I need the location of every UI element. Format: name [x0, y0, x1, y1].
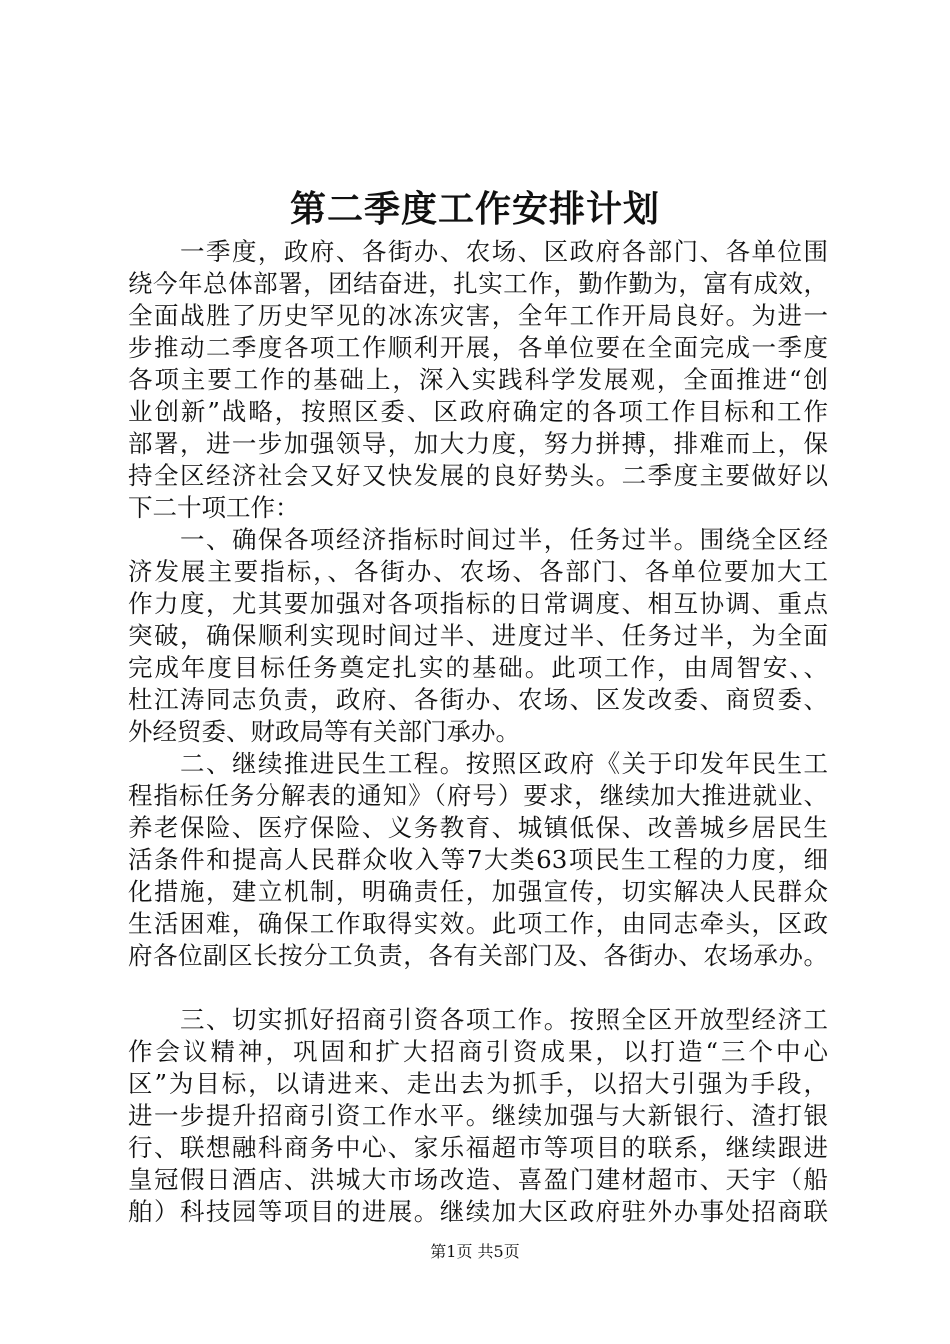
page-footer: 第1页 共5页	[430, 1242, 520, 1261]
body-line: 生活困难，确保工作取得实效。此项工作，由同志牵头，区政	[128, 909, 828, 938]
body-line: 一季度，政府、各街办、农场、区政府各部门、各单位围	[180, 237, 828, 266]
body-line: 杜江涛同志负责，政府、各街办、农场、区发改委、商贸委、	[128, 685, 828, 714]
body-line: 化措施，建立机制，明确责任，加强宣传，切实解决人民群众	[128, 877, 828, 906]
body-line: 二、继续推进民生工程。按照区政府《关于印发年民生工	[180, 749, 828, 778]
body-line: 作会议精神，巩固和扩大招商引资成果，以打造“三个中心	[128, 1037, 828, 1066]
body-line: 步推动二季度各项工作顺利开展，各单位要在全面完成一季度	[128, 333, 828, 362]
body-line: 舶）科技园等项目的进展。继续加大区政府驻外办事处招商联	[128, 1197, 828, 1226]
document-body	[128, 236, 828, 1228]
body-line: 各项主要工作的基础上，深入实践科学发展观，全面推进“创	[128, 365, 828, 394]
body-line: 进一步提升招商引资工作水平。继续加强与大新银行、渣打银	[128, 1101, 828, 1130]
body-line: 皇冠假日酒店、洪城大市场改造、喜盈门建材超市、天宇（船	[128, 1165, 828, 1194]
body-line: 程指标任务分解表的通知》（府号）要求，继续加大推进就业、	[128, 781, 828, 810]
body-line: 府各位副区长按分工负责，各有关部门及、各街办、农场承办。	[128, 941, 828, 970]
body-line: 突破，确保顺利实现时间过半、进度过半、任务过半，为全面	[128, 621, 828, 650]
blank-line	[128, 972, 828, 1004]
document-title: 第二季度工作安排计划	[289, 188, 660, 230]
body-line: 三、切实抓好招商引资各项工作。按照全区开放型经济工	[180, 1005, 828, 1034]
body-line: 行、联想融科商务中心、家乐福超市等项目的联系，继续跟进	[128, 1133, 828, 1162]
body-line: 养老保险、医疗保险、义务教育、城镇低保、改善城乡居民生	[128, 813, 828, 842]
body-line: 区”为目标，以请进来、走出去为抓手，以招大引强为手段，	[128, 1069, 828, 1098]
body-line: 外经贸委、财政局等有关部门承办。	[128, 717, 520, 746]
body-line: 部署，进一步加强领导，加大力度，努力拼搏，排难而上，保	[128, 429, 828, 458]
body-line: 完成年度目标任务奠定扎实的基础。此项工作，由周智安、、	[128, 653, 828, 682]
body-line: 持全区经济社会又好又快发展的良好势头。二季度主要做好以	[128, 461, 828, 490]
body-line: 一、确保各项经济指标时间过半，任务过半。围绕全区经	[180, 525, 828, 554]
body-line: 济发展主要指标，、各街办、农场、各部门、各单位要加大工	[128, 557, 828, 586]
body-line: 作力度，尤其要加强对各项指标的日常调度、相互协调、重点	[128, 589, 828, 618]
body-line: 绕今年总体部署，团结奋进，扎实工作，勤作勤为，富有成效，	[128, 269, 828, 298]
body-line: 活条件和提高人民群众收入等7大类63项民生工程的力度，细	[128, 845, 828, 874]
body-line: 下二十项工作：	[128, 493, 300, 522]
body-line: 全面战胜了历史罕见的冰冻灾害，全年工作开局良好。为进一	[128, 301, 828, 330]
body-line: 业创新”战略，按照区委、区政府确定的各项工作目标和工作	[128, 397, 828, 426]
